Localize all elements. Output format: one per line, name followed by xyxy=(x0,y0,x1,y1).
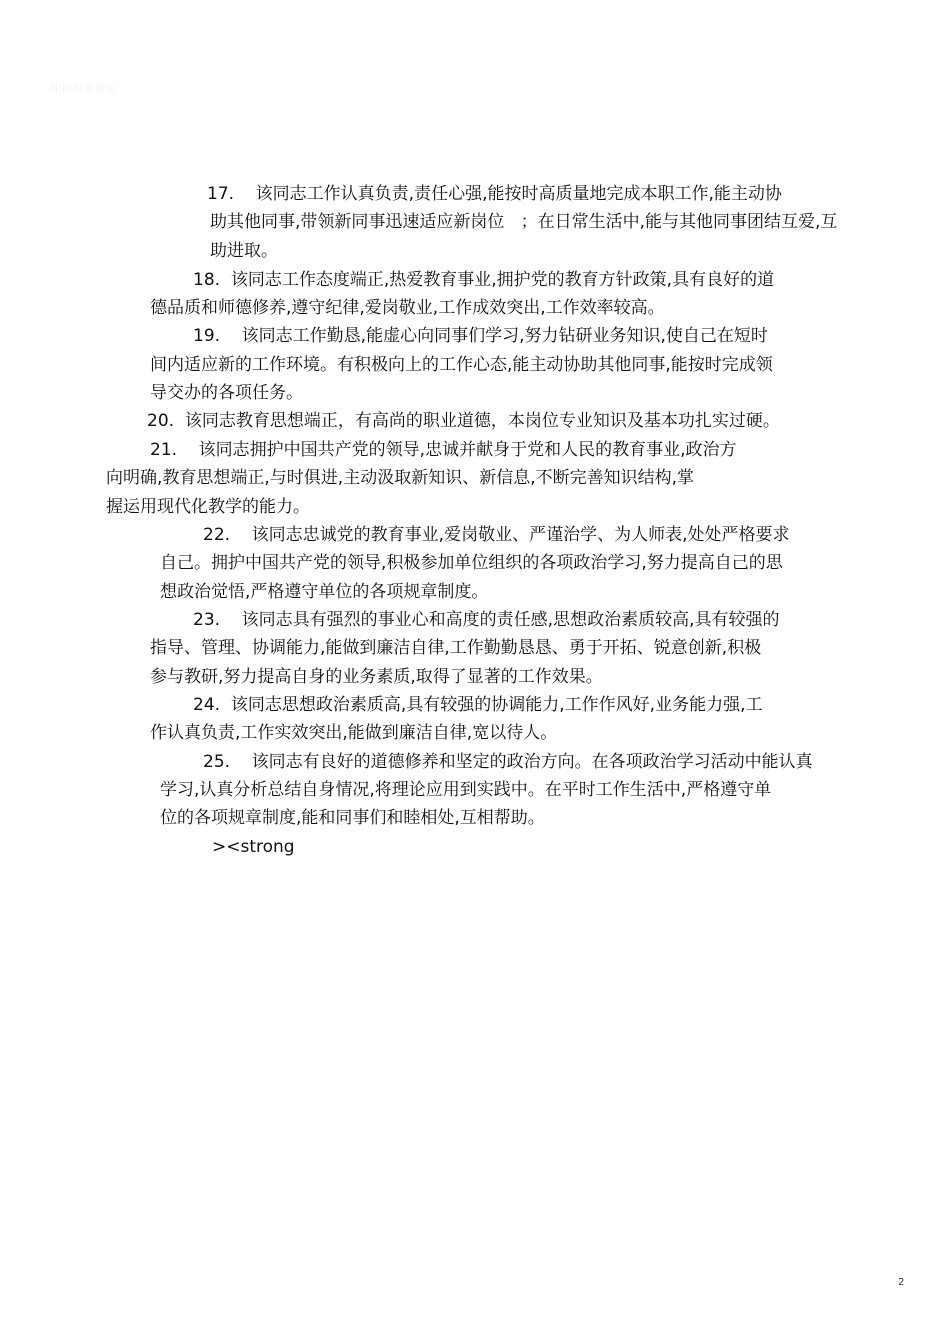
page-number: 2 xyxy=(898,1277,905,1288)
trailing-text: ><strong xyxy=(212,837,295,857)
item-24-line-2: 作认真负责,工作实效突出,能做到廉洁自律,宽以待人。 xyxy=(150,723,558,743)
item-text: 该同志有良好的道德修养和坚定的政治方向。在各项政治学习活动中能认真 xyxy=(251,752,813,772)
item-number: 22. xyxy=(203,525,231,545)
item-23-line-1 xyxy=(193,609,779,631)
item-text: 该同志具有强烈的事业心和高度的责任感,思想政治素质较高,具有较强的 xyxy=(241,610,780,630)
item-19-line-2: 间内适应新的工作环境。有积极向上的工作心态,能主动协助其他同事,能按时完成领 xyxy=(150,355,773,375)
item-17-line-1 xyxy=(207,183,782,205)
item-text: 该同志拥护中国共产党的领导,忠诚并献身于党和人民的教育事业,政治方 xyxy=(198,440,737,460)
item-text: 该同志工作态度端正,热爱教育事业,拥护党的教育方针政策,具有良好的道 xyxy=(230,270,775,290)
item-25-line-2: 学习,认真分析总结自身情况,将理论应用到实践中。在平时工作生活中,严格遵守单 xyxy=(160,780,772,800)
item-19-line-1 xyxy=(193,325,768,347)
item-24-line-1 xyxy=(193,694,762,716)
item-text: 该同志思想政治素质高,具有较强的协调能力,工作作风好,业务能力强,工 xyxy=(230,695,763,715)
item-number: 24. xyxy=(193,695,221,715)
item-text: 该同志工作勤恳,能虚心向同事们学习,努力钻研业务知识,使自己在短时 xyxy=(241,326,768,346)
item-25-line-3: 位的各项规章制度,能和同事们和睦相处,互相帮助。 xyxy=(160,808,545,828)
item-text: 该同志忠诚党的教育事业,爱岗敬业、严谨治学、为人师表,处处严格要求 xyxy=(251,525,790,545)
item-21-line-2: 向明确,教育思想端正,与时俱进,主动汲取新知识、新信息,不断完善知识结构,掌 xyxy=(106,468,695,488)
item-17-line-3: 助进取。 xyxy=(210,241,278,261)
item-25-line-1 xyxy=(203,751,813,773)
item-22-line-1 xyxy=(203,524,789,546)
item-21-line-3: 握运用现代化教学的能力。 xyxy=(106,497,310,517)
item-23-line-2: 指导、管理、协调能力,能做到廉洁自律,工作勤勤恳恳、勇于开拓、锐意创新,积极 xyxy=(150,638,762,658)
item-20-line-1 xyxy=(147,410,780,432)
item-number: 18. xyxy=(193,270,221,290)
item-number: 25. xyxy=(203,752,231,772)
item-23-line-3: 参与教研,努力提高自身的业务素质,取得了显著的工作效果。 xyxy=(150,667,603,687)
item-text: 该同志工作认真负责,责任心强,能按时高质量地完成本职工作,能主动协 xyxy=(255,184,782,204)
item-number: 23. xyxy=(193,610,221,630)
header-watermark: 知识改变命运 xyxy=(50,82,116,95)
item-18-line-1 xyxy=(193,269,774,291)
item-number: 17. xyxy=(207,184,235,204)
item-number: 19. xyxy=(193,326,221,346)
item-number: 20. xyxy=(147,411,175,431)
item-18-line-2: 德品质和师德修养,遵守纪律,爱岗敬业,工作成效突出,工作效率较高。 xyxy=(150,298,665,318)
item-text: 该同志教育思想端正，有高尚的职业道德，本岗位专业知识及基本功扎实过硬。 xyxy=(184,411,780,431)
item-17-line-2: 助其他同事,带领新同事迅速适应新岗位 ；在日常生活中,能与其他同事团结互爱,互 xyxy=(210,212,838,232)
item-22-line-3: 想政治觉悟,严格遵守单位的各项规章制度。 xyxy=(160,582,489,602)
item-number: 21. xyxy=(150,440,178,460)
item-22-line-2: 自己。拥护中国共产党的领导,积极参加单位组织的各项政治学习,努力提高自己的思 xyxy=(160,553,783,573)
item-21-line-1 xyxy=(150,439,736,461)
item-19-line-3: 导交办的各项任务。 xyxy=(150,383,303,403)
